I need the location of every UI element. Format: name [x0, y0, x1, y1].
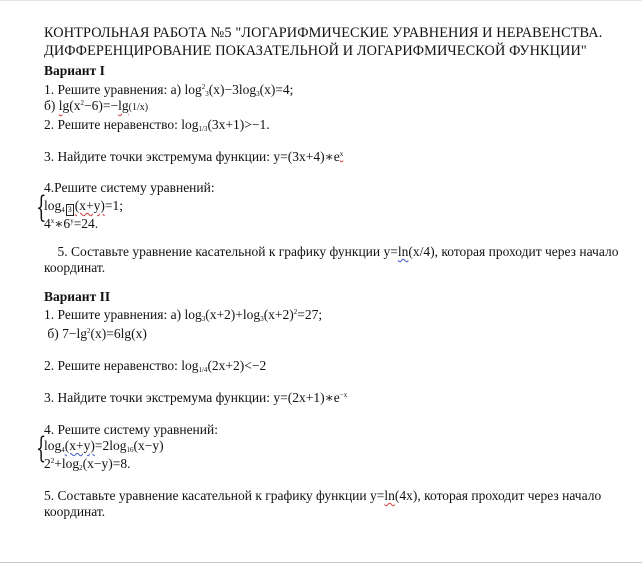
v1t4-eq2-a: 4 [44, 216, 51, 231]
v2t1-sub2: 3 [260, 315, 264, 323]
v2t1b-end: (x)=6lg(x) [90, 326, 147, 341]
v2t1-mid2: (x+2) [263, 307, 294, 322]
v2t5-b: (4x), которая проходит через начало [394, 488, 602, 503]
variant1-task3 [44, 149, 343, 165]
v2t4-eq2-b: +log [54, 456, 80, 471]
v1t1b-lg1: lg [58, 98, 70, 113]
v1t5-ln: ln [397, 244, 409, 259]
variant2-task1-a [44, 307, 322, 323]
variant1-task4-eq2 [44, 216, 98, 232]
v1t3-prefix: 3. Найдите точки экстремума функции: y=(3x+4)∗e [44, 149, 340, 164]
variant1-task4-heading: 4.Решите систему уравнений: [44, 180, 215, 195]
variant2-task5-line2: координат. [44, 504, 106, 519]
v2t4-eq2-end: (x−y)=8. [82, 456, 131, 471]
v2t2-sub: 1/4 [198, 366, 208, 374]
v1t4-eq2-end: =24. [73, 216, 99, 231]
v2t1-end: =27; [297, 307, 323, 322]
v2t3-sup: −x [339, 391, 348, 399]
v2t4-eq1-log: log [44, 438, 62, 453]
v2t2-end: (2x+2)<−2 [207, 358, 267, 373]
v2t2-prefix: 2. Решите неравенство: log [44, 358, 199, 373]
v1t4-eq1-box: 3 [67, 205, 72, 214]
v2t4-eq1-sub2: 16 [126, 446, 134, 454]
variant1-task5-line2: координат. [44, 260, 106, 275]
v1t4-eq1-arg: (x+y) [74, 198, 105, 213]
variant2-task1-b [44, 326, 147, 342]
v1-system-brace: { [36, 190, 47, 225]
v2t1b-sup: 2 [86, 327, 91, 335]
v1t1-sub2: 3 [256, 90, 260, 98]
v1t1-sub1: 3 [205, 90, 209, 98]
v1t2-end: (3x+1)>−1. [207, 117, 270, 132]
v1t4-eq2-sup2: y [70, 217, 74, 225]
v1t1-sup1: 2 [201, 83, 206, 91]
variant2-task2 [44, 358, 266, 374]
v2-system-brace: { [36, 431, 47, 465]
v2t4-eq1-end: (x−y) [133, 438, 164, 453]
v2t1-sub1: 3 [201, 315, 206, 323]
v1t1b-mid1: (x [69, 98, 81, 113]
v2t4-eq1-mid: =2log [94, 438, 127, 453]
v1t4-eq1-end: =1; [104, 198, 123, 213]
v2t4-eq1-sub: 4 [61, 446, 65, 454]
v2t3-prefix: 3. Найдите точки экстремума функции: y=(2x+1)∗e [44, 390, 340, 405]
v2t4-eq1-arg: (x+y) [64, 438, 95, 453]
v1t4-eq1-sub: 4 [61, 206, 65, 214]
v2t4-eq2-sub: 2 [79, 464, 83, 472]
v2t1b-line: б) 7−lg [44, 326, 87, 341]
v1t2-prefix: 2. Решите неравенство: log [44, 117, 199, 132]
variant2-heading: Вариант II [44, 289, 111, 304]
v2t4-eq2-a: 2 [44, 456, 51, 471]
v1t1b-sup: 2 [80, 99, 85, 107]
v2t1-sup: 2 [293, 308, 298, 316]
v2t5-a: 5. Составьте уравнение касательной к графику функции y= [44, 488, 385, 503]
v1t1-prefix: 1. Решите уравнения: а) [44, 82, 185, 97]
v1t1-log: log [184, 82, 202, 97]
v1t5-b: (x/4), которая проходит через начало [408, 244, 619, 259]
variant2-task4-heading: 4. Решите систему уравнений: [44, 422, 218, 437]
v1t4-eq2-b: ∗6 [54, 216, 71, 231]
title-line-1: КОНТРОЛЬНАЯ РАБОТА №5 "ЛОГАРИФМИЧЕСКИЕ УРАВНЕНИЯ И НЕРАВЕНСТВА. [44, 25, 603, 41]
variant2-task5-line1 [44, 488, 601, 504]
v1t1b-prefix: б) [44, 98, 59, 113]
v1t1-end: (x)=4; [259, 82, 294, 97]
v1t1b-end: (1/x) [128, 102, 149, 113]
variant1-task4-eq1 [44, 198, 123, 216]
v1t5-a: 5. Составьте уравнение касательной к графику функции y= [44, 244, 398, 259]
variant2-task4-eq2 [44, 456, 130, 472]
v2t5-ln: ln [384, 488, 395, 503]
v1t1b-mid2: −6)=− [84, 98, 119, 113]
variant1-task1-b [44, 98, 148, 116]
variant2-task3 [44, 390, 347, 406]
v1t4-eq2-sup1: x [50, 217, 55, 225]
variant2-task4-eq1 [44, 438, 164, 454]
v2t1-mid: (x+2)+log [205, 307, 261, 322]
variant1-task5-line1 [44, 244, 618, 260]
variant1-task1-a [44, 82, 293, 98]
v1t1b-lg2: lg [118, 98, 129, 113]
v1t2-sub: 1/3 [198, 125, 208, 133]
page-top-edge [0, 0, 642, 1]
variant1-heading: Вариант I [44, 63, 105, 78]
title-line-2: ДИФФЕРЕНЦИРОВАНИЕ ПОКАЗАТЕЛЬНОЙ И ЛОГАРИФМИЧЕСКОЙ ФУНКЦИИ" [44, 43, 587, 59]
variant1-task2 [44, 117, 270, 133]
v1t4-eq1-log: log [44, 198, 62, 213]
v1t3-sup: x [339, 150, 344, 158]
v2t4-eq2-sup: 2 [50, 457, 55, 465]
v2t1-prefix: 1. Решите уравнения: а) log [44, 307, 202, 322]
v1t1-mid: (x)−3log [208, 82, 257, 97]
